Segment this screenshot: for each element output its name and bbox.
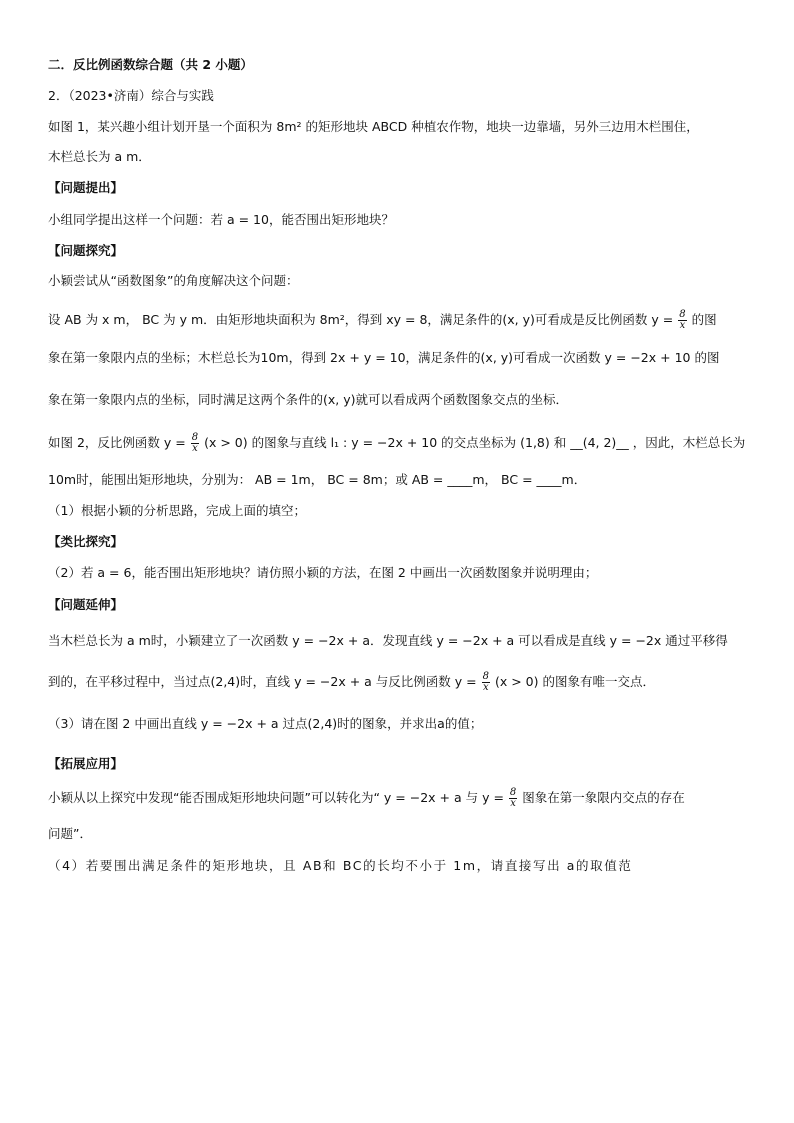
- fraction-denominator: x: [679, 320, 686, 331]
- figure2-text-c: ，因此，木栏总长为: [632, 435, 746, 450]
- figure2-text-a: 如图 2，反比例函数 y =: [48, 435, 186, 450]
- intro-line-2: 木栏总长为 a m．: [48, 149, 151, 164]
- heading-apply: 【拓展应用】: [48, 756, 124, 771]
- problem-source: 2．（2023•济南）综合与实践: [48, 88, 214, 103]
- heading-raise: 【问题提出】: [48, 180, 124, 195]
- fraction-numerator: 8: [191, 432, 199, 443]
- fraction-numerator: 8: [509, 787, 517, 798]
- fraction-numerator: 8: [679, 309, 686, 320]
- apply-line-1: [48, 788, 685, 809]
- extend-line-1: 当木栏总长为 a m时，小颖建立了一次函数 y = −2x + a．发现直线 y = −2x + a 可以看成是直线 y = −2x 通过平移得: [48, 633, 728, 648]
- explore-line-2: [48, 310, 717, 331]
- explore-line-2-text: 设 AB 为 x m， BC 为 y m．由矩形地块面积为 8m²，得到 xy = 8，满足条件的(x, y)可看成是反比例函数 y =: [48, 312, 674, 327]
- explore-line-3: 象在第一象限内点的坐标；木栏总长为10m，得到 2x + y = 10，满足条件的(x, y)可看成一次函数 y = −2x + 10 的图: [48, 350, 720, 365]
- question-3: （3）请在图 2 中画出直线 y = −2x + a 过点(2,4)时的图象，并求出a的值；: [48, 716, 483, 731]
- explore-line-1: 小颖尝试从“函数图象”的角度解决这个问题：: [48, 273, 299, 288]
- fraction-8-over-x: [678, 310, 686, 331]
- extend-line-2-tail: (x > 0) 的图象有唯一交点．: [494, 674, 655, 689]
- fraction-denominator: x: [482, 682, 489, 693]
- fraction-denominator: x: [510, 798, 516, 809]
- question-4: （4）若要围出满足条件的矩形地块，且 AB和 BC的长均不小于 1m，请直接写出 a的取值范: [48, 858, 633, 873]
- figure2-line-1: [48, 433, 745, 454]
- explore-line-4: 象在第一象限内点的坐标，同时满足这两个条件的(x, y)就可以看成两个函数图象交点的坐标．: [48, 392, 568, 407]
- apply-line-2: 问题”．: [48, 826, 92, 841]
- extend-line-2: [48, 672, 655, 693]
- section-title: 二．反比例函数综合题（共 2 小题）: [48, 57, 253, 72]
- heading-extend: 【问题延伸】: [48, 597, 124, 612]
- fraction-numerator: 8: [482, 671, 489, 682]
- fraction-denominator: x: [192, 443, 198, 454]
- explore-line-2-tail: 的图: [691, 312, 717, 327]
- figure2-text-b: (x > 0) 的图象与直线 l₁ : y = −2x + 10 的交点坐标为 (1,8) 和: [204, 435, 571, 450]
- figure2-answer-blank: __(4, 2)__: [570, 435, 629, 450]
- fraction-8-over-x: [482, 672, 490, 693]
- heading-analog: 【类比探究】: [48, 534, 124, 549]
- apply-line-1-text: 小颖从以上探究中发现“能否围成矩形地块问题”可以转化为“ y = −2x + a 与 y =: [48, 790, 504, 805]
- question-1: （1）根据小颖的分析思路，完成上面的填空；: [48, 503, 306, 518]
- raise-text: 小组同学提出这样一个问题：若 a = 10，能否围出矩形地块？: [48, 212, 394, 227]
- intro-line-1: 如图 1，某兴趣小组计划开垦一个面积为 8m² 的矩形地块 ABCD 种植农作物，地块一边靠墙，另外三边用木栏围住，: [48, 119, 699, 134]
- extend-line-2-text: 到的，在平移过程中，当过点(2,4)时，直线 y = −2x + a 与反比例函数 y =: [48, 674, 477, 689]
- fraction-8-over-x: [509, 788, 517, 809]
- apply-line-1-tail: 图象在第一象限内交点的存在: [522, 790, 685, 805]
- fraction-8-over-x: [191, 433, 199, 454]
- figure2-line-2: 10m时，能围出矩形地块，分别为： AB = 1m， BC = 8m；或 AB = ____m， BC = ____m．: [48, 472, 587, 487]
- heading-explore: 【问题探究】: [48, 243, 124, 258]
- question-2: （2）若 a = 6，能否围出矩形地块？请仿照小颖的方法，在图 2 中画出一次函数图象并说明理由；: [48, 565, 598, 580]
